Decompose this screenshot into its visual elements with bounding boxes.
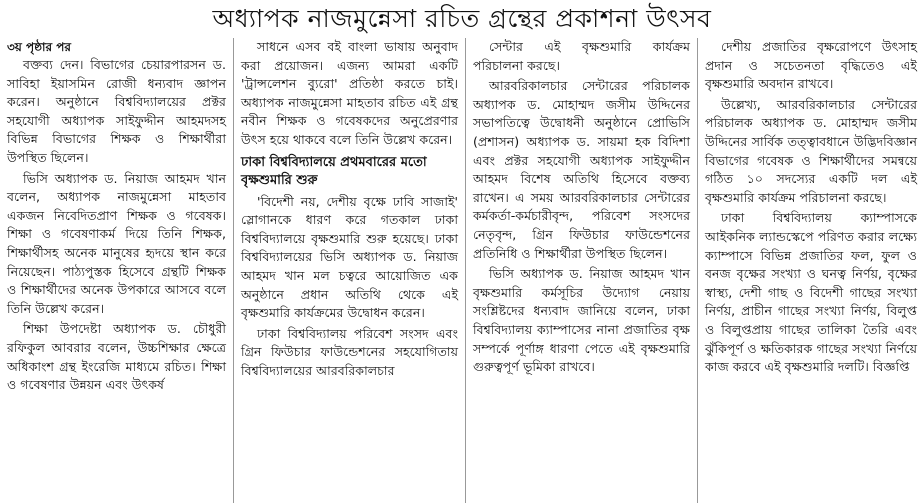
paragraph: দেশীয় প্রজাতির বৃক্ষরোপণে উৎসাহ প্রদান ও সচেতনতা বৃদ্ধিতেও এই বৃক্ষশুমারি অবদান রাখবে। — [705, 39, 917, 92]
continued-from-label: ৩য় পৃষ্ঠার পর — [7, 40, 72, 54]
column-2 — [233, 38, 465, 503]
paragraph: ভিসি অধ্যাপক ড. নিয়াজ আহমদ খান বৃক্ষশুমারি কর্মসূচির উদ্যোগ নেয়ায় সংশ্লিষ্টদের ধন্যবাদ জানিয়ে বলেন, ঢাকা বিশ্ববিদ্যালয় ক্যাম্পাসের নানা প্রজাতির বৃক্ষ সম্পর্কে পূর্ণাঙ্গ ধারণা পেতে এই বৃক্ষশুমারি গুরুত্বপূর্ণ ভূমিকা রাখবে। — [473, 266, 690, 375]
sub-headline: ঢাকা বিশ্ববিদ্যালয়ে প্রথমবারের মতো বৃক্ষশুমারি শুরু — [241, 154, 427, 189]
paragraph: ভিসি অধ্যাপক ড. নিয়াজ আহমদ খান বলেন, অধ্যাপক নাজমুন্নেসা মাহতাব একজন নিবেদিতপ্রাণ শিক্ষক ও গবেষক। শিক্ষা ও গবেষণাকর্ম দিয়ে তিনি শিক্ষক, শিক্ষার্থীসহ অনেক মানুষের হৃদয়ে স্থান করে নিয়েছেন। পাঠ্যপুস্তক হিসেবে গ্রন্থটি শিক্ষক ও শিক্ষার্থীদের অনেক উপকারে আসবে বলে তিনি উল্লেখ করেন। — [7, 170, 226, 316]
paragraph: ঢাকা বিশ্ববিদ্যালয় ক্যাম্পাসকে আইকনিক ল্যান্ডস্কেপে পরিণত করার লক্ষ্যে ক্যাম্পাসে বিভিন্ন প্রজাতির ফল, ফুল ও বনজ বৃক্ষের সংখ্যা ও ঘনত্ব নির্ণয়, বৃক্ষের স্বাস্থ্য, দেশী গাছ ও বিদেশী গাছের সংখ্যা নির্ণয়, প্রাচীন গাছের সংখ্যা নির্ণয়, বিলুপ্ত ও বিলুপ্তপ্রায় গাছের তালিকা তৈরি এবং ঝুঁকিপূর্ণ ও ক্ষতিকারক গাছের সংখ্যা নির্ণয়ে কাজ করবে এই বৃক্ষশুমারি দলটি। বিজ্ঞপ্তি — [705, 210, 917, 375]
paragraph: সেন্টার এই বৃক্ষশুমারি কার্যক্রম পরিচালনা করছে। — [473, 39, 690, 73]
paragraph: আরবরিকালচার সেন্টারের পরিচালক অধ্যাপক ড. মোহাম্মদ জসীম উদ্দিনের সভাপতিত্বে উদ্বোধনী অনুষ্ঠানে প্রোভিসি (প্রশাসন) অধ্যাপক ড. সায়মা হক বিদিশা এবং প্রক্টর সহযোগী অধ্যাপক সাইফুদ্দীন আহমদ বিশেষ অতিথি হিসেবে বক্তব্য রাখেন। এ সময় আরবরিকালচার সেন্টারের কর্মকর্তা-কর্মচারীবৃন্দ, পরিবেশ সংসদের নেতৃবৃন্দ, গ্রিন ফিউচার ফাউন্ডেশনের প্রতিনিধি ও শিক্ষার্থীরা উপস্থিত ছিলেন। — [473, 78, 690, 261]
paragraph: শিক্ষা উপদেষ্টা অধ্যাপক ড. চৌধুরী রফিকুল আবরার বলেন, উচ্চশিক্ষার ক্ষেত্রে অধিকাংশ গ্রন্থ ইংরেজি মাধ্যমে রচিত। শিক্ষা ও গবেষণার উন্নয়ন এবং উৎকর্ষ — [7, 321, 226, 393]
paragraph: 'বিদেশী নয়, দেশীয় বৃক্ষে ঢাবি সাজাই' স্লোগানকে ধারণ করে গতকাল ঢাকা বিশ্ববিদ্যালয়ে বৃক্ষশুমারি শুরু হয়েছে। ঢাকা বিশ্ববিদ্যালয়ের ভিসি অধ্যাপক ড. নিয়াজ আহমদ খান মল চত্বরে আয়োজিত এক অনুষ্ঠানে প্রধান অতিথি থেকে এই বৃক্ষশুমারি কার্যক্রমের উদ্বোধন করেন। — [241, 193, 458, 321]
paragraph: সাধনে এসব বই বাংলা ভাষায় অনুবাদ করা প্রয়োজন। এজন্য আমরা একটি 'ট্রান্সলেশন ব্যুরো' প্রতিষ্ঠা করতে চাই। অধ্যাপক নাজমুন্নেসা মাহতাব রচিত এই গ্রন্থ নবীন শিক্ষক ও গবেষকদের অনুপ্রেরণার উৎস হয়ে থাকবে বলে তিনি উল্লেখ করেন। — [241, 39, 458, 147]
column-4 — [697, 38, 924, 503]
paragraph: ঢাকা বিশ্ববিদ্যালয় পরিবেশ সংসদ এবং গ্রিন ফিউচার ফাউন্ডেশনের সহযোগিতায় বিশ্ববিদ্যালয়ের আরবরিকালচার — [241, 325, 458, 378]
column-3 — [465, 38, 697, 503]
column-1 — [0, 38, 233, 503]
headline: অধ্যাপক নাজমুন্নেসা রচিত গ্রন্থের প্রকাশনা উৎসব — [212, 4, 712, 33]
paragraph: বক্তব্য দেন। বিভাগের চেয়ারপারসন ড. সাবিহা ইয়াসমিন রোজী ধন্যবাদ জ্ঞাপন করেন। অনুষ্ঠানে বিশ্ববিদ্যালয়ের প্রক্টর সহযোগী অধ্যাপক সাইফুদ্দীন আহমদসহ বিভিন্ন বিভাগের শিক্ষক ও শিক্ষার্থীরা উপস্থিত ছিলেন। — [7, 57, 226, 165]
paragraph: উল্লেখ্য, আরবরিকালচার সেন্টারের পরিচালক অধ্যাপক ড. মোহাম্মদ জসীম উদ্দিনের সার্বিক তত্ত্বাবধানে উদ্ভিদবিজ্ঞান বিভাগের গবেষক ও শিক্ষার্থীদের সমন্বয়ে গঠিত ১০ সদস্যের একটি দল এই বৃক্ষশুমারি কার্যক্রম পরিচালনা করছে। — [705, 96, 917, 205]
article-columns — [0, 38, 924, 503]
